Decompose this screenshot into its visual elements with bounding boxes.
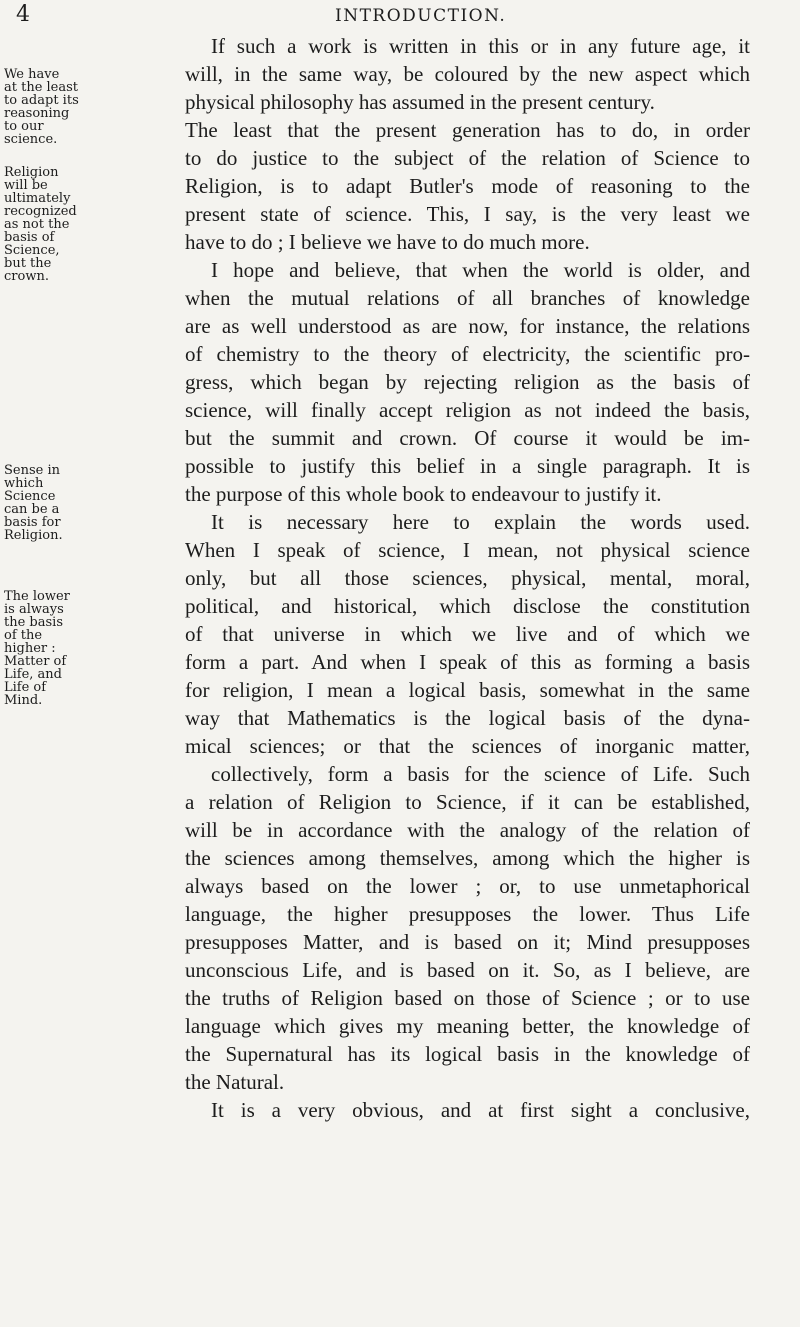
body-line: the purpose of this whole book to endeavour to justify it. <box>185 482 662 506</box>
side-note-line: reasoning <box>4 106 70 121</box>
body-line: the sciences among themselves, among which the higher is <box>185 846 750 870</box>
body-line: a relation of Religion to Science, if it can be established, <box>185 790 750 814</box>
side-note-line: Mind. <box>4 693 43 708</box>
side-note-line: to our <box>4 119 44 134</box>
body-line: form a part. And when I speak of this as forming a basis <box>185 650 750 674</box>
side-note-line: the basis <box>4 615 63 630</box>
side-note-line: as not the <box>4 217 70 232</box>
body-line: If such a work is written in this or in any future age, it <box>211 34 750 58</box>
side-note-line: higher : <box>4 641 56 656</box>
body-line: when the mutual relations of all branches of knowledge <box>185 286 750 310</box>
body-line: the truths of Religion based on those of Science ; or to use <box>185 986 750 1010</box>
side-note-line: Sense in <box>4 463 60 478</box>
side-note-line: to adapt its <box>4 93 79 108</box>
side-note-2 <box>4 165 77 284</box>
side-note-4 <box>4 589 70 708</box>
body-line: gress, which began by rejecting religion as the basis of <box>185 370 750 394</box>
side-note-line: basis of <box>4 230 55 245</box>
side-note-line: Religion. <box>4 528 63 543</box>
body-line: It is necessary here to explain the words used. <box>211 510 750 534</box>
side-note-line: recognized <box>4 204 77 219</box>
side-note-line: We have <box>4 67 60 82</box>
body-line: of chemistry to the theory of electricity, the scientific pro- <box>185 342 750 366</box>
body-line: political, and historical, which disclose the constitution <box>185 594 750 618</box>
body-line: for religion, I mean a logical basis, somewhat in the same <box>185 678 750 702</box>
side-note-line: ultimately <box>4 191 71 206</box>
side-note-line: crown. <box>4 269 49 284</box>
side-note-1 <box>4 67 79 147</box>
side-note-line: is always <box>4 602 64 617</box>
body-line: present state of science. This, I say, is the very least we <box>185 202 750 226</box>
side-note-line: Matter of <box>4 654 67 669</box>
body-line: physical philosophy has assumed in the present century. <box>185 90 655 114</box>
side-note-3 <box>4 464 66 542</box>
side-note-line: Life of <box>4 680 47 695</box>
body-line: It is a very obvious, and at first sight a conclusive, <box>211 1098 750 1122</box>
side-note-line: Science, <box>4 243 60 258</box>
body-line: of that universe in which we live and of which we <box>185 622 750 646</box>
body-line: I hope and believe, that when the world is older, and <box>211 258 750 282</box>
side-note-line: The lower <box>4 589 70 604</box>
body-line: only, but all those sciences, physical, mental, moral, <box>185 566 750 590</box>
side-note-line: Science <box>4 489 56 504</box>
side-note-line: science. <box>4 132 58 147</box>
body-line: but the summit and crown. Of course it would be im- <box>185 426 750 450</box>
body-line: language, the higher presupposes the lower. Thus Life <box>185 902 750 926</box>
body-line: The least that the present generation has to do, in order <box>185 118 750 142</box>
side-note-line: basis for <box>4 515 61 530</box>
page-number: 4 <box>16 2 30 27</box>
body-line: the Supernatural has its logical basis in the knowledge of <box>185 1042 750 1066</box>
body-line: way that Mathematics is the logical basis of the dyna- <box>185 706 750 730</box>
body-line: unconscious Life, and is based on it. So, as I believe, are <box>185 958 750 982</box>
side-note-line: Religion <box>4 165 59 180</box>
side-note-line: which <box>4 476 44 491</box>
body-line: science, will finally accept religion as not indeed the basis, <box>185 398 750 422</box>
side-note-line: will be <box>4 178 48 193</box>
body-line: have to do ; I believe we have to do much more. <box>185 230 590 254</box>
side-note-line: of the <box>4 628 43 643</box>
body-line: are as well understood as are now, for instance, the relations <box>185 314 750 338</box>
body-line: mical sciences; or that the sciences of inorganic matter, <box>185 734 750 758</box>
body-line: presupposes Matter, and is based on it; Mind presupposes <box>185 930 750 954</box>
body-line: possible to justify this belief in a single paragraph. It is <box>185 454 750 478</box>
side-note-line: but the <box>4 256 52 271</box>
body-line: language which gives my meaning better, the knowledge of <box>185 1014 750 1038</box>
side-note-line: can be a <box>4 502 60 517</box>
body-line: When I speak of science, I mean, not physical science <box>185 538 750 562</box>
body-line: always based on the lower ; or, to use unmetaphorical <box>185 874 750 898</box>
side-note-line: Life, and <box>4 667 63 682</box>
body-line: Religion, is to adapt Butler's mode of reasoning to the <box>185 174 750 198</box>
body-line: to do justice to the subject of the relation of Science to <box>185 146 750 170</box>
body-line: will be in accordance with the analogy of the relation of <box>185 818 750 842</box>
body-line: collectively, form a basis for the science of Life. Such <box>211 762 750 786</box>
side-note-line: at the least <box>4 80 79 95</box>
body-line: will, in the same way, be coloured by the new aspect which <box>185 62 750 86</box>
running-head: INTRODUCTION. <box>335 6 507 26</box>
body-line: the Natural. <box>185 1070 285 1094</box>
